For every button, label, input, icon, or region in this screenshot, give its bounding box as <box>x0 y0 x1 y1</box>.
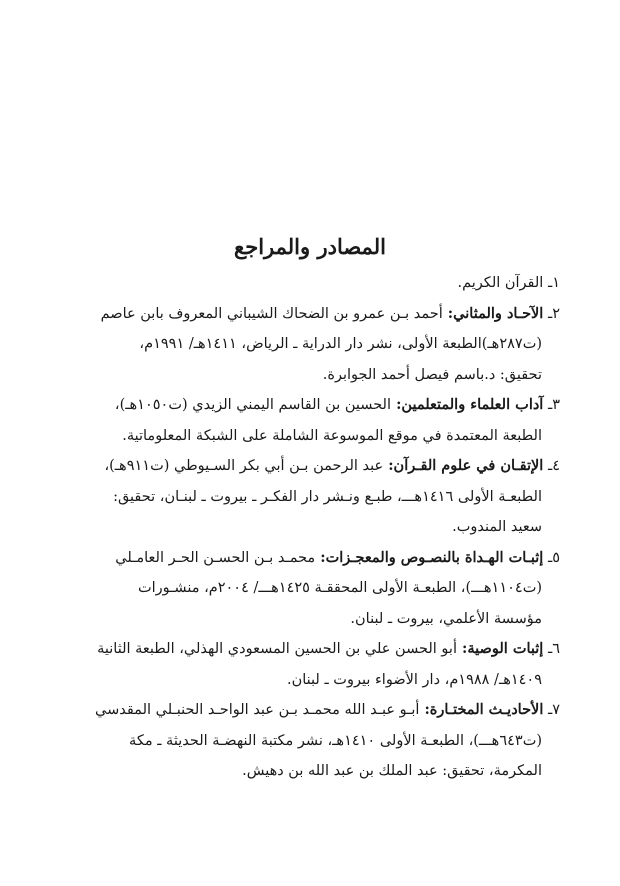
reference-text: الطبعـة الأولى ١٤١٦هـــ، طبـع ونـشر دار الفكـر ـ بيروت ـ لبنـان، تحقيق: <box>113 488 542 505</box>
reference-continuation-line <box>60 665 560 696</box>
reference-first-line <box>60 451 560 482</box>
reference-entry <box>60 268 560 299</box>
reference-first-line <box>60 299 560 330</box>
reference-number: ٣ـ <box>543 397 560 413</box>
reference-text: المكرمة، تحقيق: عبد الملك بن عبد الله بن دهيش. <box>242 763 542 779</box>
reference-number: ٧ـ <box>543 702 560 718</box>
reference-number: ٢ـ <box>543 305 560 322</box>
reference-text: مؤسسة الأعلمي، بيروت ـ لبنان. <box>350 610 542 627</box>
reference-continuation-line <box>60 329 560 360</box>
reference-text: (ت٦٤٣هـــ)، الطبعـة الأولى ١٤١٠هـ، نشر مكتبة النهضـة الحديثة ـ مكة <box>129 732 542 749</box>
reference-text: تحقيق: د.باسم فيصل أحمد الجوابرة. <box>322 366 542 383</box>
reference-text: عبد الرحمن بـن أبي بكر السـيوطي (ت٩١١هـ)، <box>104 458 384 474</box>
reference-text: سعيد المندوب. <box>452 519 542 535</box>
reference-entry <box>60 695 560 787</box>
reference-entry <box>60 451 560 543</box>
reference-number: ٤ـ <box>543 458 560 474</box>
reference-text: محمـد بـن الحسـن الحـر العامـلي <box>115 549 316 566</box>
reference-entry <box>60 299 560 391</box>
reference-text: الطبعة المعتمدة في موقع الموسوعة الشاملة على الشبكة المعلوماتية. <box>122 427 542 444</box>
reference-first-line <box>60 695 560 726</box>
reference-text: القرآن الكريم. <box>457 275 544 291</box>
reference-entry <box>60 390 560 451</box>
reference-continuation-line <box>60 360 560 391</box>
reference-continuation-line <box>60 726 560 757</box>
reference-text: (ت٢٨٧هـ)الطبعة الأولى، نشر دار الدراية ـ الرياض، ١٤١١هـ/ ١٩٩١م، <box>139 336 542 352</box>
reference-title: الإتقـان في علوم القـرآن: <box>383 457 544 474</box>
reference-number: ٥ـ <box>543 549 560 566</box>
reference-text: ١٤٠٩هـ/ ١٩٨٨م، دار الأضواء بيروت ـ لبنان. <box>287 671 542 688</box>
reference-first-line <box>60 268 560 299</box>
reference-text: (ت١١٠٤هـــ)، الطبعـة الأولى المحققـة ١٤٢٥هـــ/ ٢٠٠٤م، منشـورات <box>137 580 542 596</box>
page-title: المصادر والمراجع <box>234 234 386 259</box>
reference-number: ١ـ <box>543 275 560 291</box>
reference-text: أبـو عبـد الله محمـد بـن عبد الواحـد الحنبـلي المقدسي <box>95 702 420 718</box>
reference-entry <box>60 543 560 635</box>
reference-text: الحسين بن القاسم اليمني الزيدي (ت١٠٥٠هـ)، <box>114 397 392 413</box>
reference-first-line <box>60 543 560 574</box>
reference-continuation-line <box>60 756 560 787</box>
reference-continuation-line <box>60 421 560 452</box>
reference-title: آداب العلماء والمتعلمين: <box>391 396 544 413</box>
references-list <box>60 268 560 787</box>
reference-entry <box>60 634 560 695</box>
reference-text: أحمد بـن عمرو بن الضحاك الشيباني المعروف بابن عاصم <box>100 305 443 322</box>
reference-first-line <box>60 390 560 421</box>
reference-text: أبو الحسن علي بن الحسين المسعودي الهذلي، الطبعة الثانية <box>97 641 457 657</box>
reference-title: الأحاديـث المختـارة: <box>419 701 544 718</box>
reference-continuation-line <box>60 512 560 543</box>
reference-title: الآحـاد والمثاني: <box>442 304 544 322</box>
reference-continuation-line <box>60 604 560 635</box>
reference-continuation-line <box>60 573 560 604</box>
reference-first-line <box>60 634 560 665</box>
reference-title: إثبات الوصية: <box>456 640 544 657</box>
reference-continuation-line <box>60 482 560 513</box>
reference-number: ٦ـ <box>543 641 560 657</box>
reference-title: إثبـات الهـداة بالنصـوص والمعجـزات: <box>315 548 544 566</box>
